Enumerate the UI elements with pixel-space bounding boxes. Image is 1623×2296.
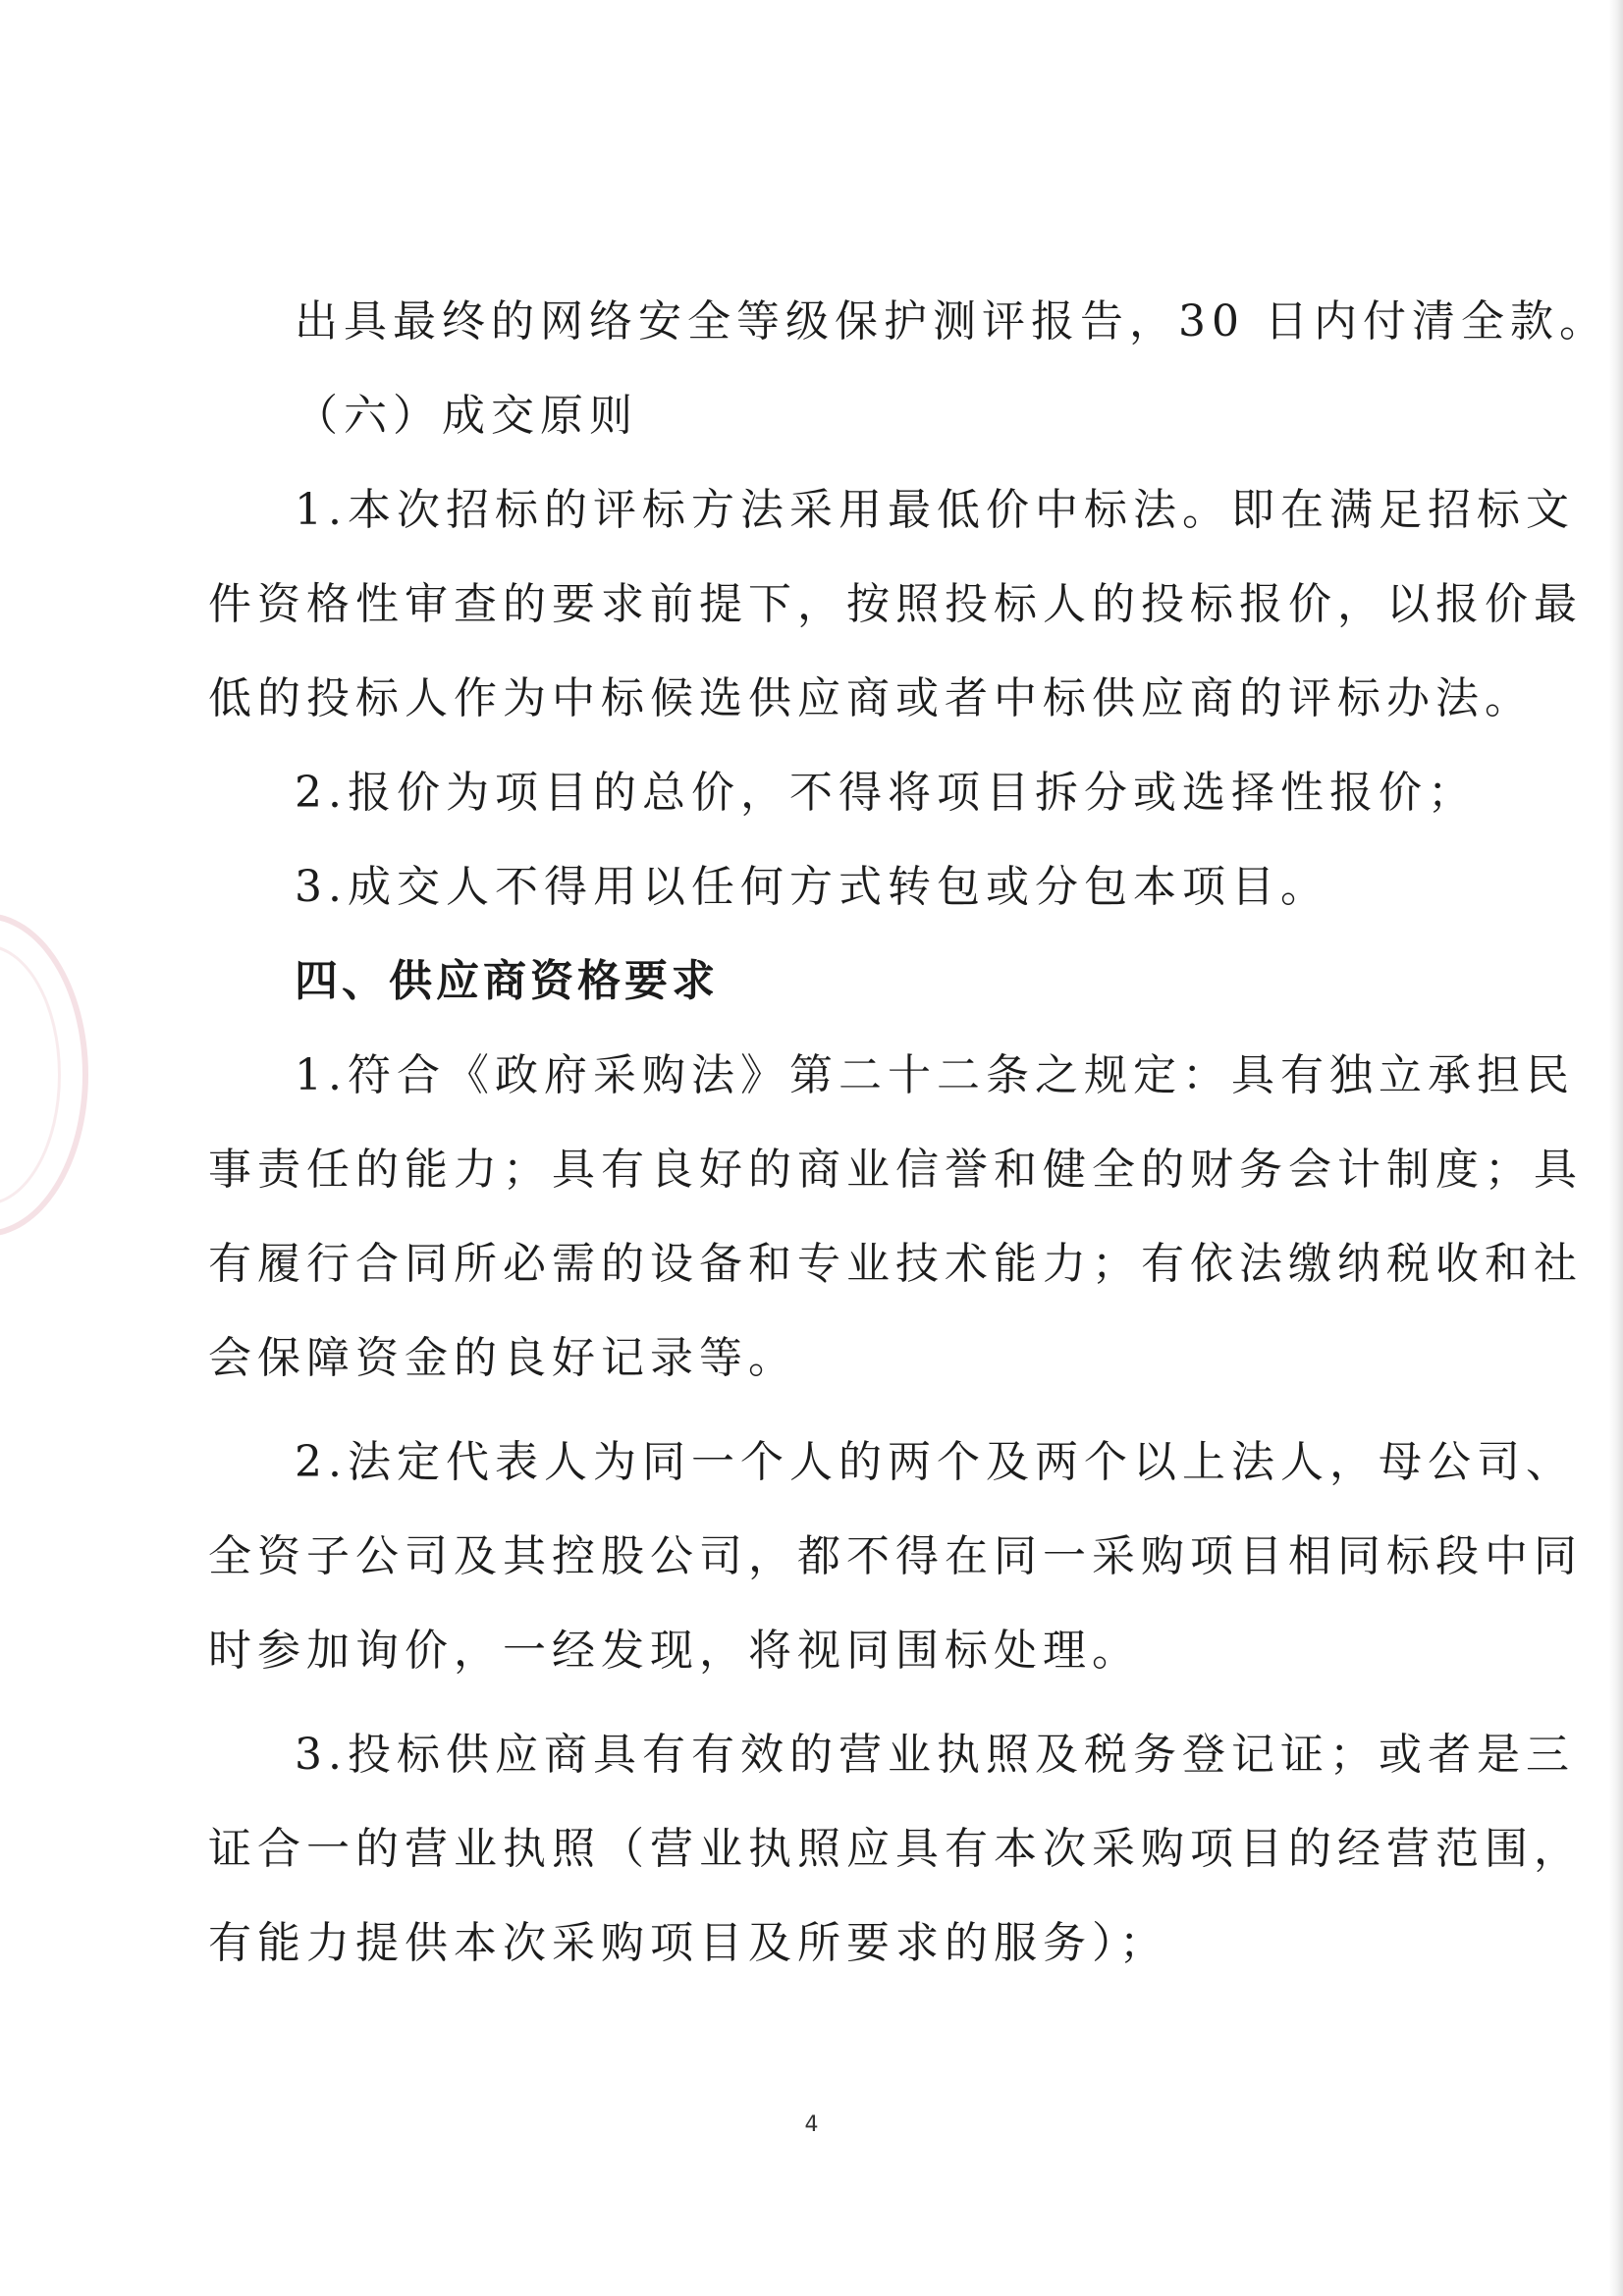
paragraph-line: 全资子公司及其控股公司，都不得在同一采购项目相同标段中同 xyxy=(208,1531,1583,1581)
paragraph-line: 1.符合《政府采购法》第二十二条之规定：具有独立承担民 xyxy=(295,1050,1575,1100)
paragraph-line: 3.投标供应商具有有效的营业执照及税务登记证；或者是三 xyxy=(295,1730,1575,1780)
paragraph-line: 出具最终的网络安全等级保护测评报告，30 日内付清全款。 xyxy=(295,296,1608,347)
paragraph-line: 3.成交人不得用以任何方式转包或分包本项目。 xyxy=(295,862,1329,912)
document-body xyxy=(208,275,1608,1991)
seal-stamp xyxy=(0,913,88,1237)
section-heading: 四、供应商资格要求 xyxy=(295,956,719,1006)
scan-edge xyxy=(1609,0,1623,2296)
paragraph-line: 有履行合同所必需的设备和专业技术能力；有依法缴纳税收和社 xyxy=(208,1239,1583,1289)
paragraph-line: 事责任的能力；具有良好的商业信誉和健全的财务会计制度；具 xyxy=(208,1145,1583,1195)
paragraph-line: 会保障资金的良好记录等。 xyxy=(208,1333,797,1383)
paragraph-line: 证合一的营业执照（营业执照应具有本次采购项目的经营范围， xyxy=(208,1824,1583,1874)
paragraph-line: 低的投标人作为中标候选供应商或者中标供应商的评标办法。 xyxy=(208,673,1534,723)
section-subheading: （六）成交原则 xyxy=(295,391,638,441)
paragraph-line: 2.法定代表人为同一个人的两个及两个以上法人，母公司、 xyxy=(295,1437,1575,1487)
paragraph-line: 时参加询价，一经发现，将视同围标处理。 xyxy=(208,1626,1141,1676)
paragraph-line: 有能力提供本次采购项目及所要求的服务）； xyxy=(208,1918,1168,1968)
paragraph-line: 1.本次招标的评标方法采用最低价中标法。即在满足招标文 xyxy=(295,485,1575,535)
page-number: 4 xyxy=(804,2112,819,2137)
paragraph-line: 2.报价为项目的总价，不得将项目拆分或选择性报价； xyxy=(295,768,1477,818)
paragraph-line: 件资格性审查的要求前提下，按照投标人的投标报价，以报价最 xyxy=(208,579,1583,629)
